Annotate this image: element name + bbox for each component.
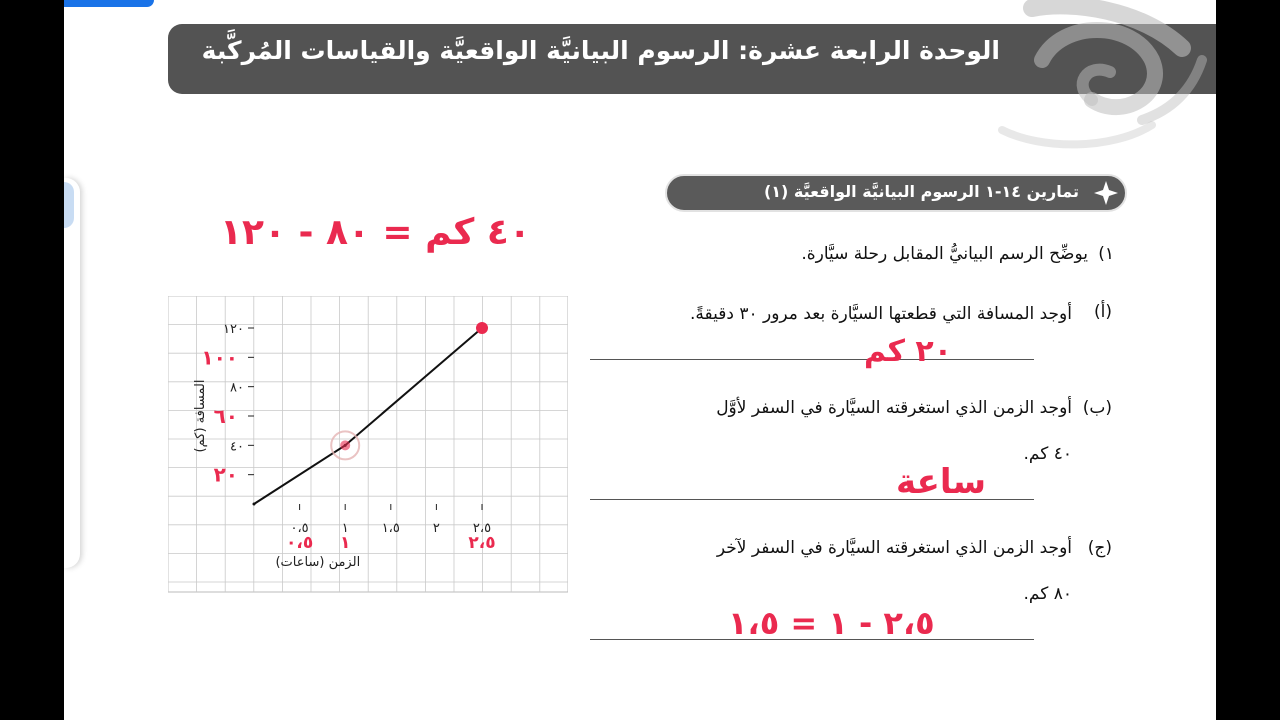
answer-line-a: [590, 359, 1034, 360]
handwritten-y-mark: ١٠٠: [201, 345, 238, 370]
distance-time-graph: [168, 296, 568, 596]
question-text: يوضِّح الرسم البيانيُّ المقابل رحلة سيَّارة.: [801, 244, 1088, 264]
top-tab-indicator: [64, 0, 154, 7]
endpoint-mark: [476, 322, 488, 334]
side-panel-handle[interactable]: [64, 182, 74, 228]
y-tick-label: ٤٠: [230, 439, 244, 455]
part-b-text: أوجد الزمن الذي استغرقته السيَّارة في السفر لأوَّل: [716, 398, 1072, 418]
part-c-label: (ج): [1087, 538, 1112, 558]
y-tick-label: ١٢٠: [223, 322, 244, 337]
exercise-section-label: تمارين ١٤-١ الرسوم البيانيَّة الواقعيَّة (١): [763, 182, 1079, 201]
handwritten-answer-a: ٢٠ كم: [864, 334, 953, 369]
x-tick-label: ١: [341, 521, 349, 536]
question-number: ١): [1098, 244, 1114, 264]
handwritten-x-mark: ٢،٥: [468, 533, 496, 553]
series-point: [253, 503, 256, 506]
part-c-text: أوجد الزمن الذي استغرقته السيَّارة في السفر لآخر: [716, 538, 1072, 558]
part-a-label: (أ): [1094, 302, 1112, 322]
handwritten-answer-b: ساعة: [896, 462, 987, 502]
exercise-section-bar: [665, 174, 1127, 212]
worksheet-page: [64, 0, 1216, 720]
x-tick-label: ١،٥: [381, 521, 400, 536]
y-tick-label: ٨٠: [230, 380, 244, 396]
y-axis-label: المسافة (كم): [193, 379, 208, 453]
handwritten-answer-c: ٢،٥ - ١ = ١،٥: [728, 604, 935, 642]
handwritten-top-calculation: ٤٠ كم = ٨٠ - ١٢٠: [220, 212, 531, 253]
handwritten-x-mark: ٠،٥: [285, 533, 314, 553]
part-b-text-cont: ٤٠ كم.: [1023, 444, 1072, 464]
star-icon: [1093, 180, 1119, 206]
part-b-label: (ب): [1082, 398, 1112, 418]
swirl-decoration-icon: [992, 0, 1216, 160]
side-panel-edge[interactable]: [64, 178, 80, 568]
part-c-text-cont: ٨٠ كم.: [1023, 584, 1072, 604]
x-tick-label: ٠،٥: [290, 521, 309, 536]
x-tick-label: ٢،٥: [472, 521, 492, 536]
x-tick-label: ٢: [432, 521, 440, 536]
highlight-dot: [340, 440, 350, 450]
handwritten-y-mark: ٢٠: [213, 462, 238, 487]
handwritten-y-mark: ٦٠: [213, 404, 238, 428]
part-a-text: أوجد المسافة التي قطعتها السيَّارة بعد مرور ٣٠ دقيقةً.: [689, 304, 1072, 324]
x-axis-label: الزمن (ساعات): [275, 555, 361, 570]
unit-title: الوحدة الرابعة عشرة: الرسوم البيانيَّة الواقعيَّة والقياسات المُركَّبة: [201, 36, 1000, 65]
handwritten-x-mark: ١: [340, 533, 351, 553]
